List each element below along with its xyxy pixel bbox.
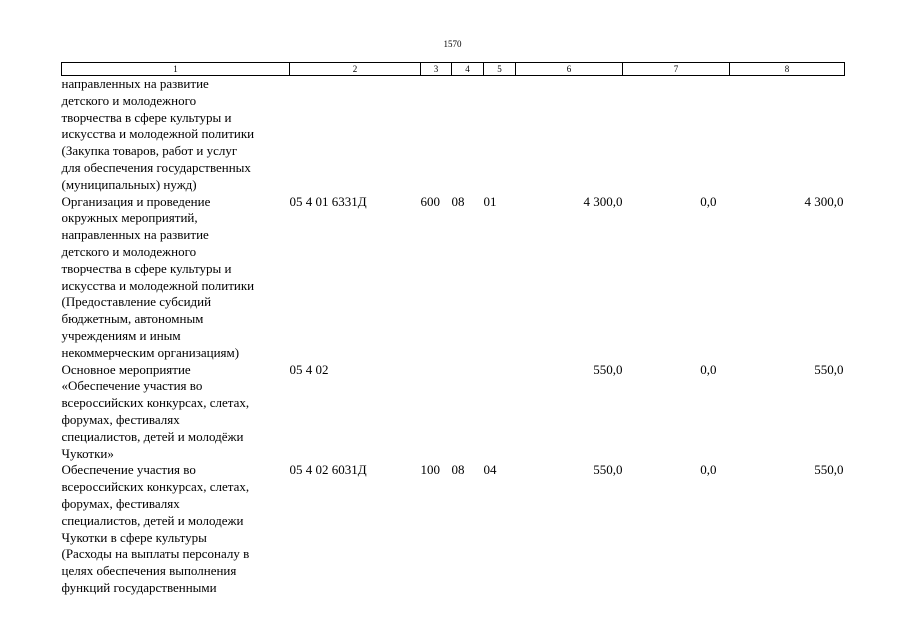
budget-table: [61, 62, 845, 597]
text-line: некоммерческим организациям): [61, 344, 240, 360]
text-line: всероссийских конкурсах, слетах,: [61, 479, 250, 495]
text-line: Чукотки в сфере культуры: [61, 529, 207, 545]
text-line: специалистов, детей и молодежи: [61, 512, 244, 528]
amount-total: 4 300,0: [583, 193, 623, 209]
text-line: (Закупка товаров, работ и услуг: [61, 143, 238, 159]
page-number: 1570: [443, 39, 462, 49]
text-line: детского и молодежного: [61, 243, 197, 259]
amount-federal: 0,0: [700, 462, 717, 478]
row-name: [62, 462, 290, 596]
amount-total: 550,0: [593, 361, 623, 377]
text-line: искусства и молодежной политики: [61, 126, 255, 142]
table-row: [62, 462, 845, 596]
text-line: всероссийских конкурсах, слетах,: [61, 395, 250, 411]
text-line: целях обеспечения выполнения: [61, 563, 237, 579]
text-line: форумах, фестивалях: [61, 495, 180, 511]
column-header-4: 4: [452, 63, 484, 76]
subsection-code: 01: [483, 193, 497, 209]
amount-regional: 550,0: [814, 462, 844, 478]
column-header-8: 8: [730, 63, 845, 76]
text-line: форумах, фестивалях: [61, 411, 180, 427]
target-article-code: 05 4 02 6031Д: [289, 462, 367, 478]
expense-type-code: 600: [420, 193, 440, 209]
amount-regional: 4 300,0: [804, 193, 844, 209]
text-line: учреждениям и иным: [61, 327, 181, 343]
text-line: «Обеспечение участия во: [61, 378, 203, 394]
text-line: детского и молодежного: [61, 92, 197, 108]
column-header-5: 5: [484, 63, 516, 76]
text-line: направленных на развитие: [61, 227, 209, 243]
column-header-1: 1: [62, 63, 290, 76]
text-line: Организация и проведение: [61, 193, 211, 209]
text-line: (Расходы на выплаты персоналу в: [61, 546, 250, 562]
column-header-7: 7: [623, 63, 730, 76]
target-article-code: 05 4 01 6331Д: [289, 193, 367, 209]
section-code: 08: [451, 193, 465, 209]
text-line: для обеспечения государственных: [61, 159, 251, 175]
subsection-code: 04: [483, 462, 497, 478]
text-line: бюджетным, автономным: [61, 311, 204, 327]
row-name: [62, 194, 290, 362]
target-article-code: 05 4 02: [289, 361, 329, 377]
text-line: специалистов, детей и молодёжи: [61, 428, 244, 444]
column-header-2: 2: [290, 63, 421, 76]
section-code: 08: [451, 462, 465, 478]
section-code: [452, 362, 484, 463]
continuation-row: [62, 76, 845, 194]
column-number-header-row: [62, 63, 845, 76]
text-line: Обеспечение участия во: [61, 462, 196, 478]
expense-type-code: 100: [420, 462, 440, 478]
continuation-name: [62, 76, 290, 194]
subsection-code: [484, 362, 516, 463]
text-line: искусства и молодежной политики: [61, 277, 255, 293]
text-line: Основное мероприятие: [61, 361, 191, 377]
text-line: (Предоставление субсидий: [61, 294, 212, 310]
column-header-6: 6: [516, 63, 623, 76]
text-line: Чукотки»: [61, 445, 114, 461]
amount-federal: 0,0: [700, 361, 717, 377]
text-line: творчества в сфере культуры и: [61, 260, 232, 276]
amount-total: 550,0: [593, 462, 623, 478]
table-row: [62, 362, 845, 463]
column-header-3: 3: [421, 63, 452, 76]
text-line: творчества в сфере культуры и: [61, 109, 232, 125]
text-line: направленных на развитие: [61, 76, 209, 91]
amount-regional: 550,0: [814, 361, 844, 377]
text-line: (муниципальных) нужд): [61, 176, 197, 192]
text-line: окружных мероприятий,: [61, 210, 198, 226]
amount-federal: 0,0: [700, 193, 717, 209]
text-line: функций государственными: [61, 579, 217, 595]
expense-type-code: [421, 362, 452, 463]
table-row: [62, 194, 845, 362]
row-name: [62, 362, 290, 463]
